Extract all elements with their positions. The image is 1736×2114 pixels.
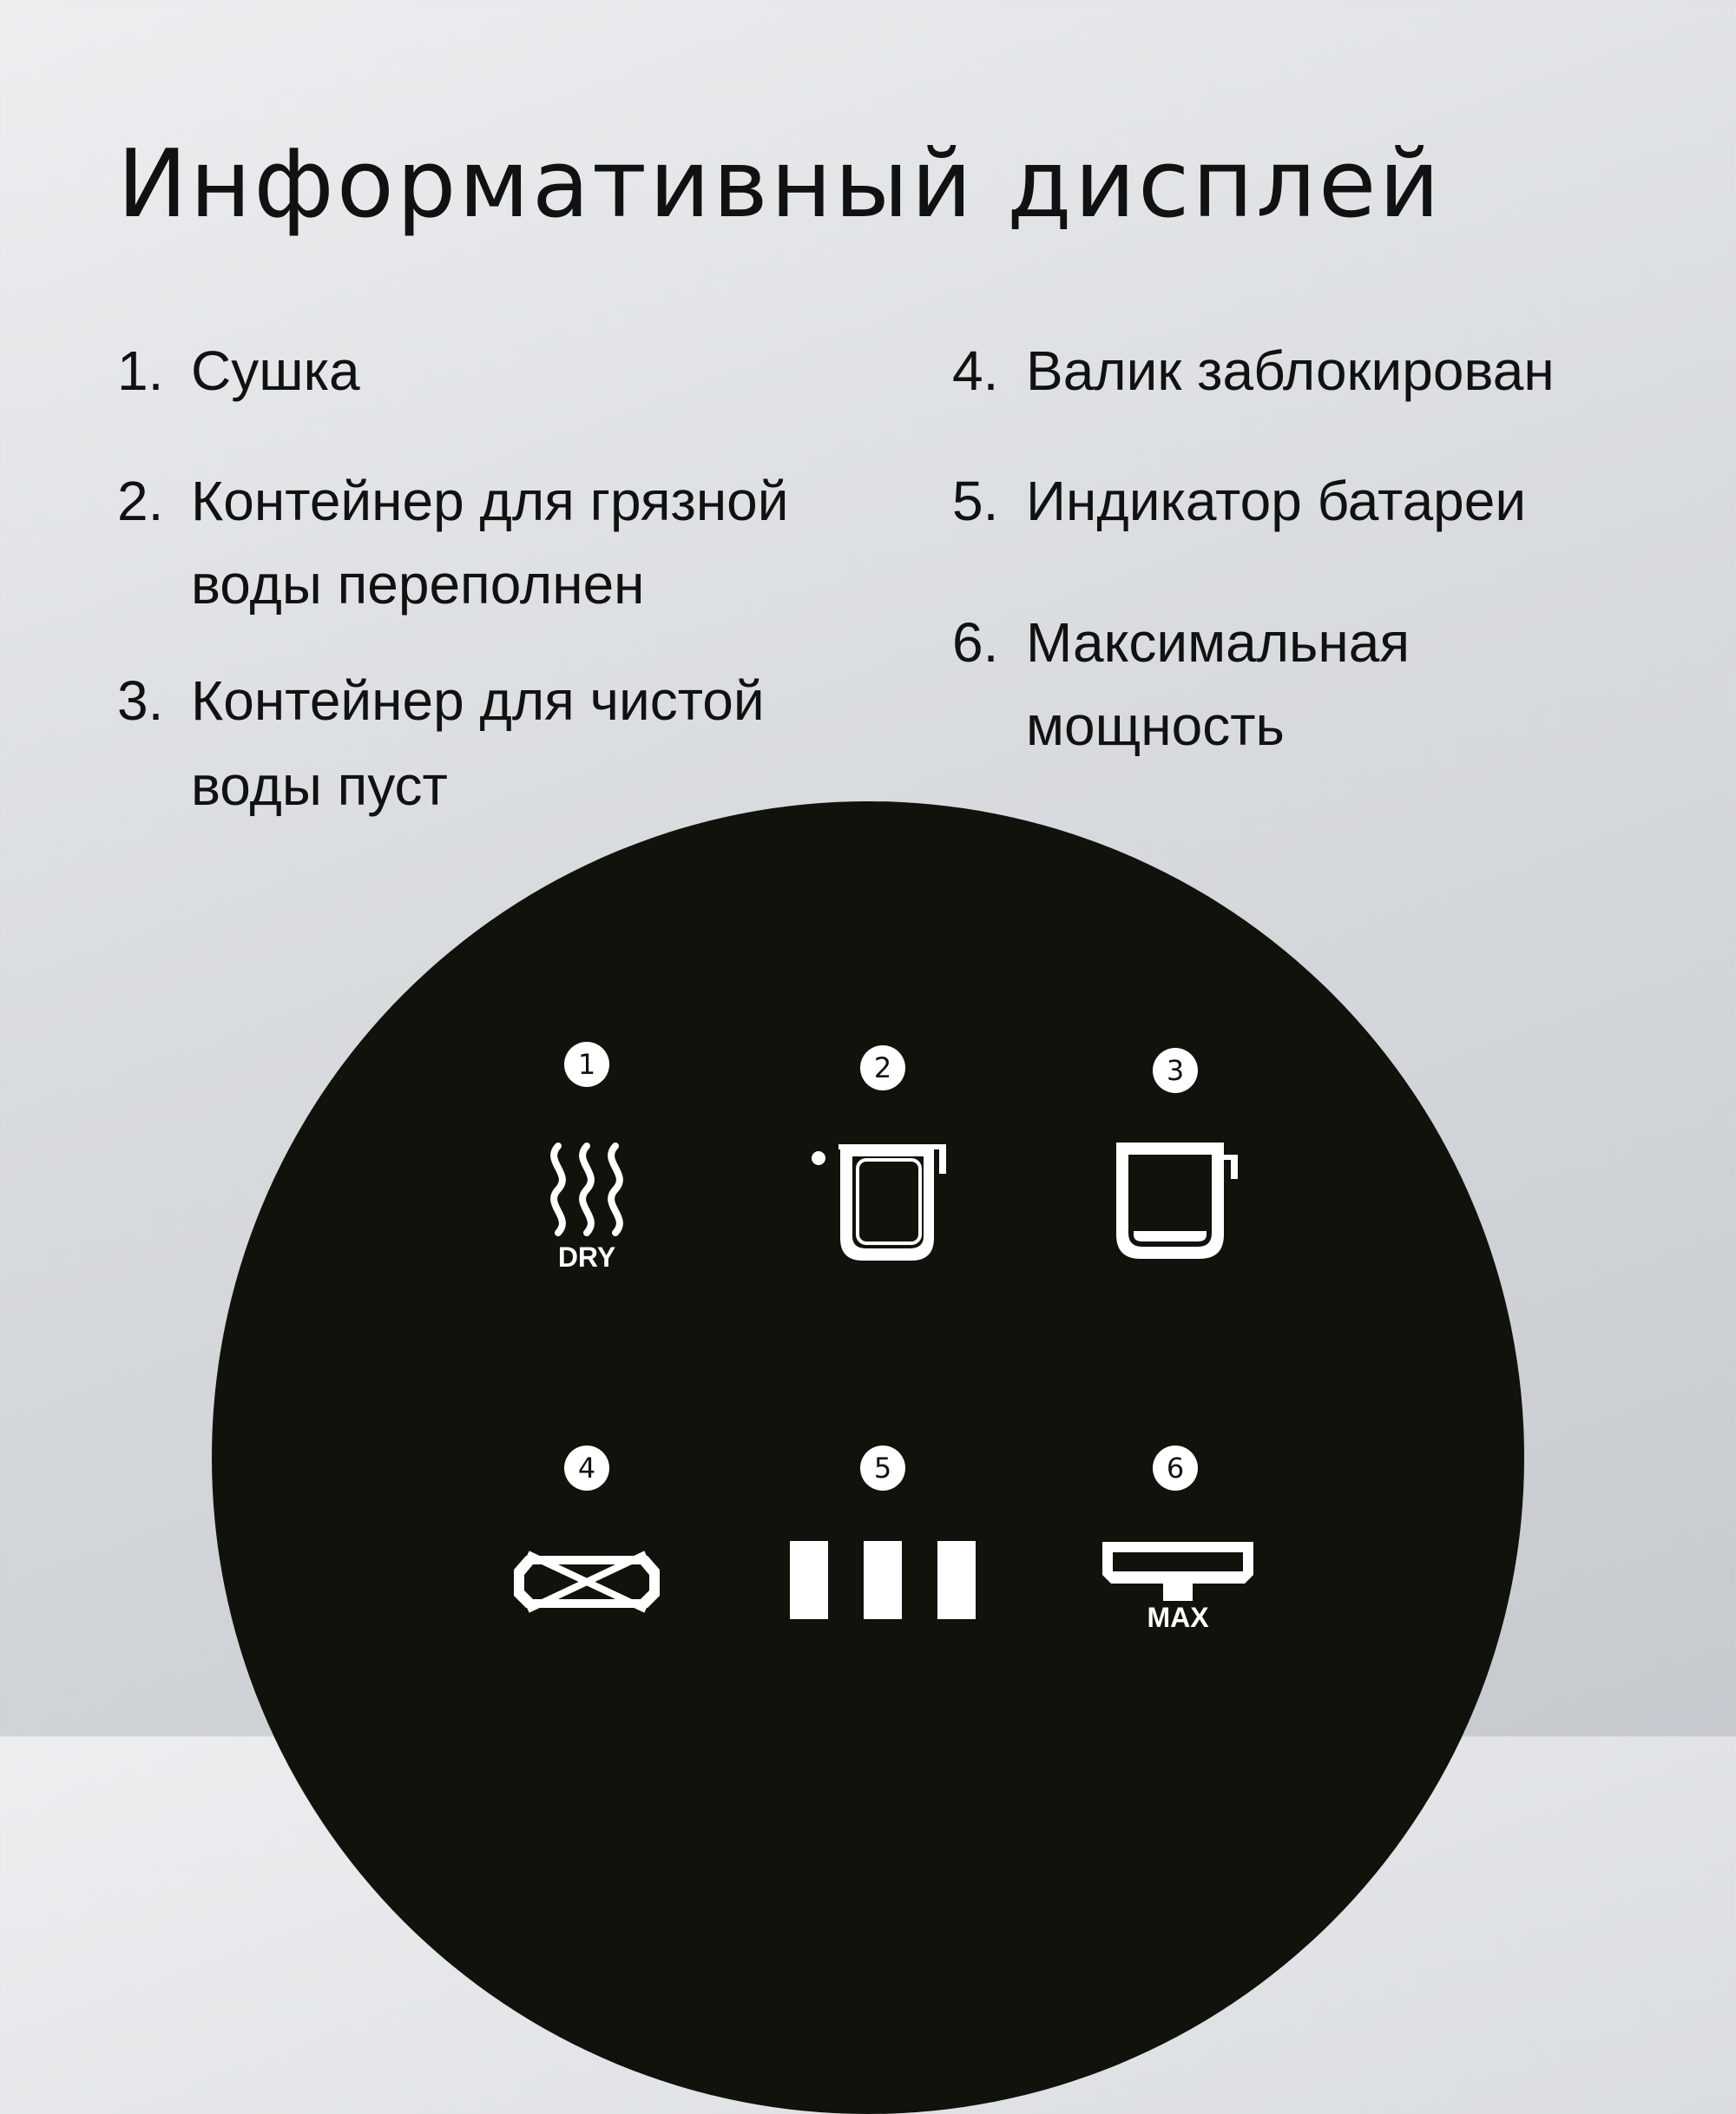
badge-2: 2 <box>860 1045 905 1090</box>
badge-4: 4 <box>564 1446 609 1491</box>
legend-number: 5. <box>952 470 999 532</box>
legend-label: Контейнер для чистой <box>191 669 765 732</box>
legend-number: 2. <box>117 470 164 532</box>
max-power-icon <box>1095 1538 1260 1630</box>
dry-label: DRY <box>557 1241 616 1269</box>
legend-label-line2: воды пуст <box>191 754 448 817</box>
legend-label-line2: мощность <box>1026 695 1285 757</box>
badge-5: 5 <box>860 1446 905 1491</box>
legend-label: Максимальная <box>1026 611 1410 674</box>
legend-number: 4. <box>952 339 999 402</box>
dirty-water-tank-full-icon <box>807 1139 963 1269</box>
max-label: MAX <box>1147 1602 1209 1630</box>
legend-label: Индикатор батареи <box>1026 470 1527 532</box>
roller-blocked-icon <box>509 1547 665 1617</box>
badge-3: 3 <box>1153 1048 1198 1093</box>
legend-label-line2: воды переполнен <box>191 553 645 616</box>
page-title: Информативный дисплей <box>117 130 1443 239</box>
legend-label: Валик заблокирован <box>1026 339 1555 402</box>
legend-number: 1. <box>117 339 164 402</box>
badge-1: 1 <box>564 1042 609 1087</box>
legend-label: Сушка <box>191 339 360 402</box>
legend-number: 6. <box>952 611 999 674</box>
badge-6: 6 <box>1153 1446 1198 1491</box>
legend-number: 3. <box>117 669 164 732</box>
dry-heat-icon <box>526 1139 648 1269</box>
battery-level-icon <box>790 1541 976 1619</box>
legend-label: Контейнер для грязной <box>191 470 789 532</box>
clean-water-tank-empty-icon <box>1111 1139 1250 1265</box>
